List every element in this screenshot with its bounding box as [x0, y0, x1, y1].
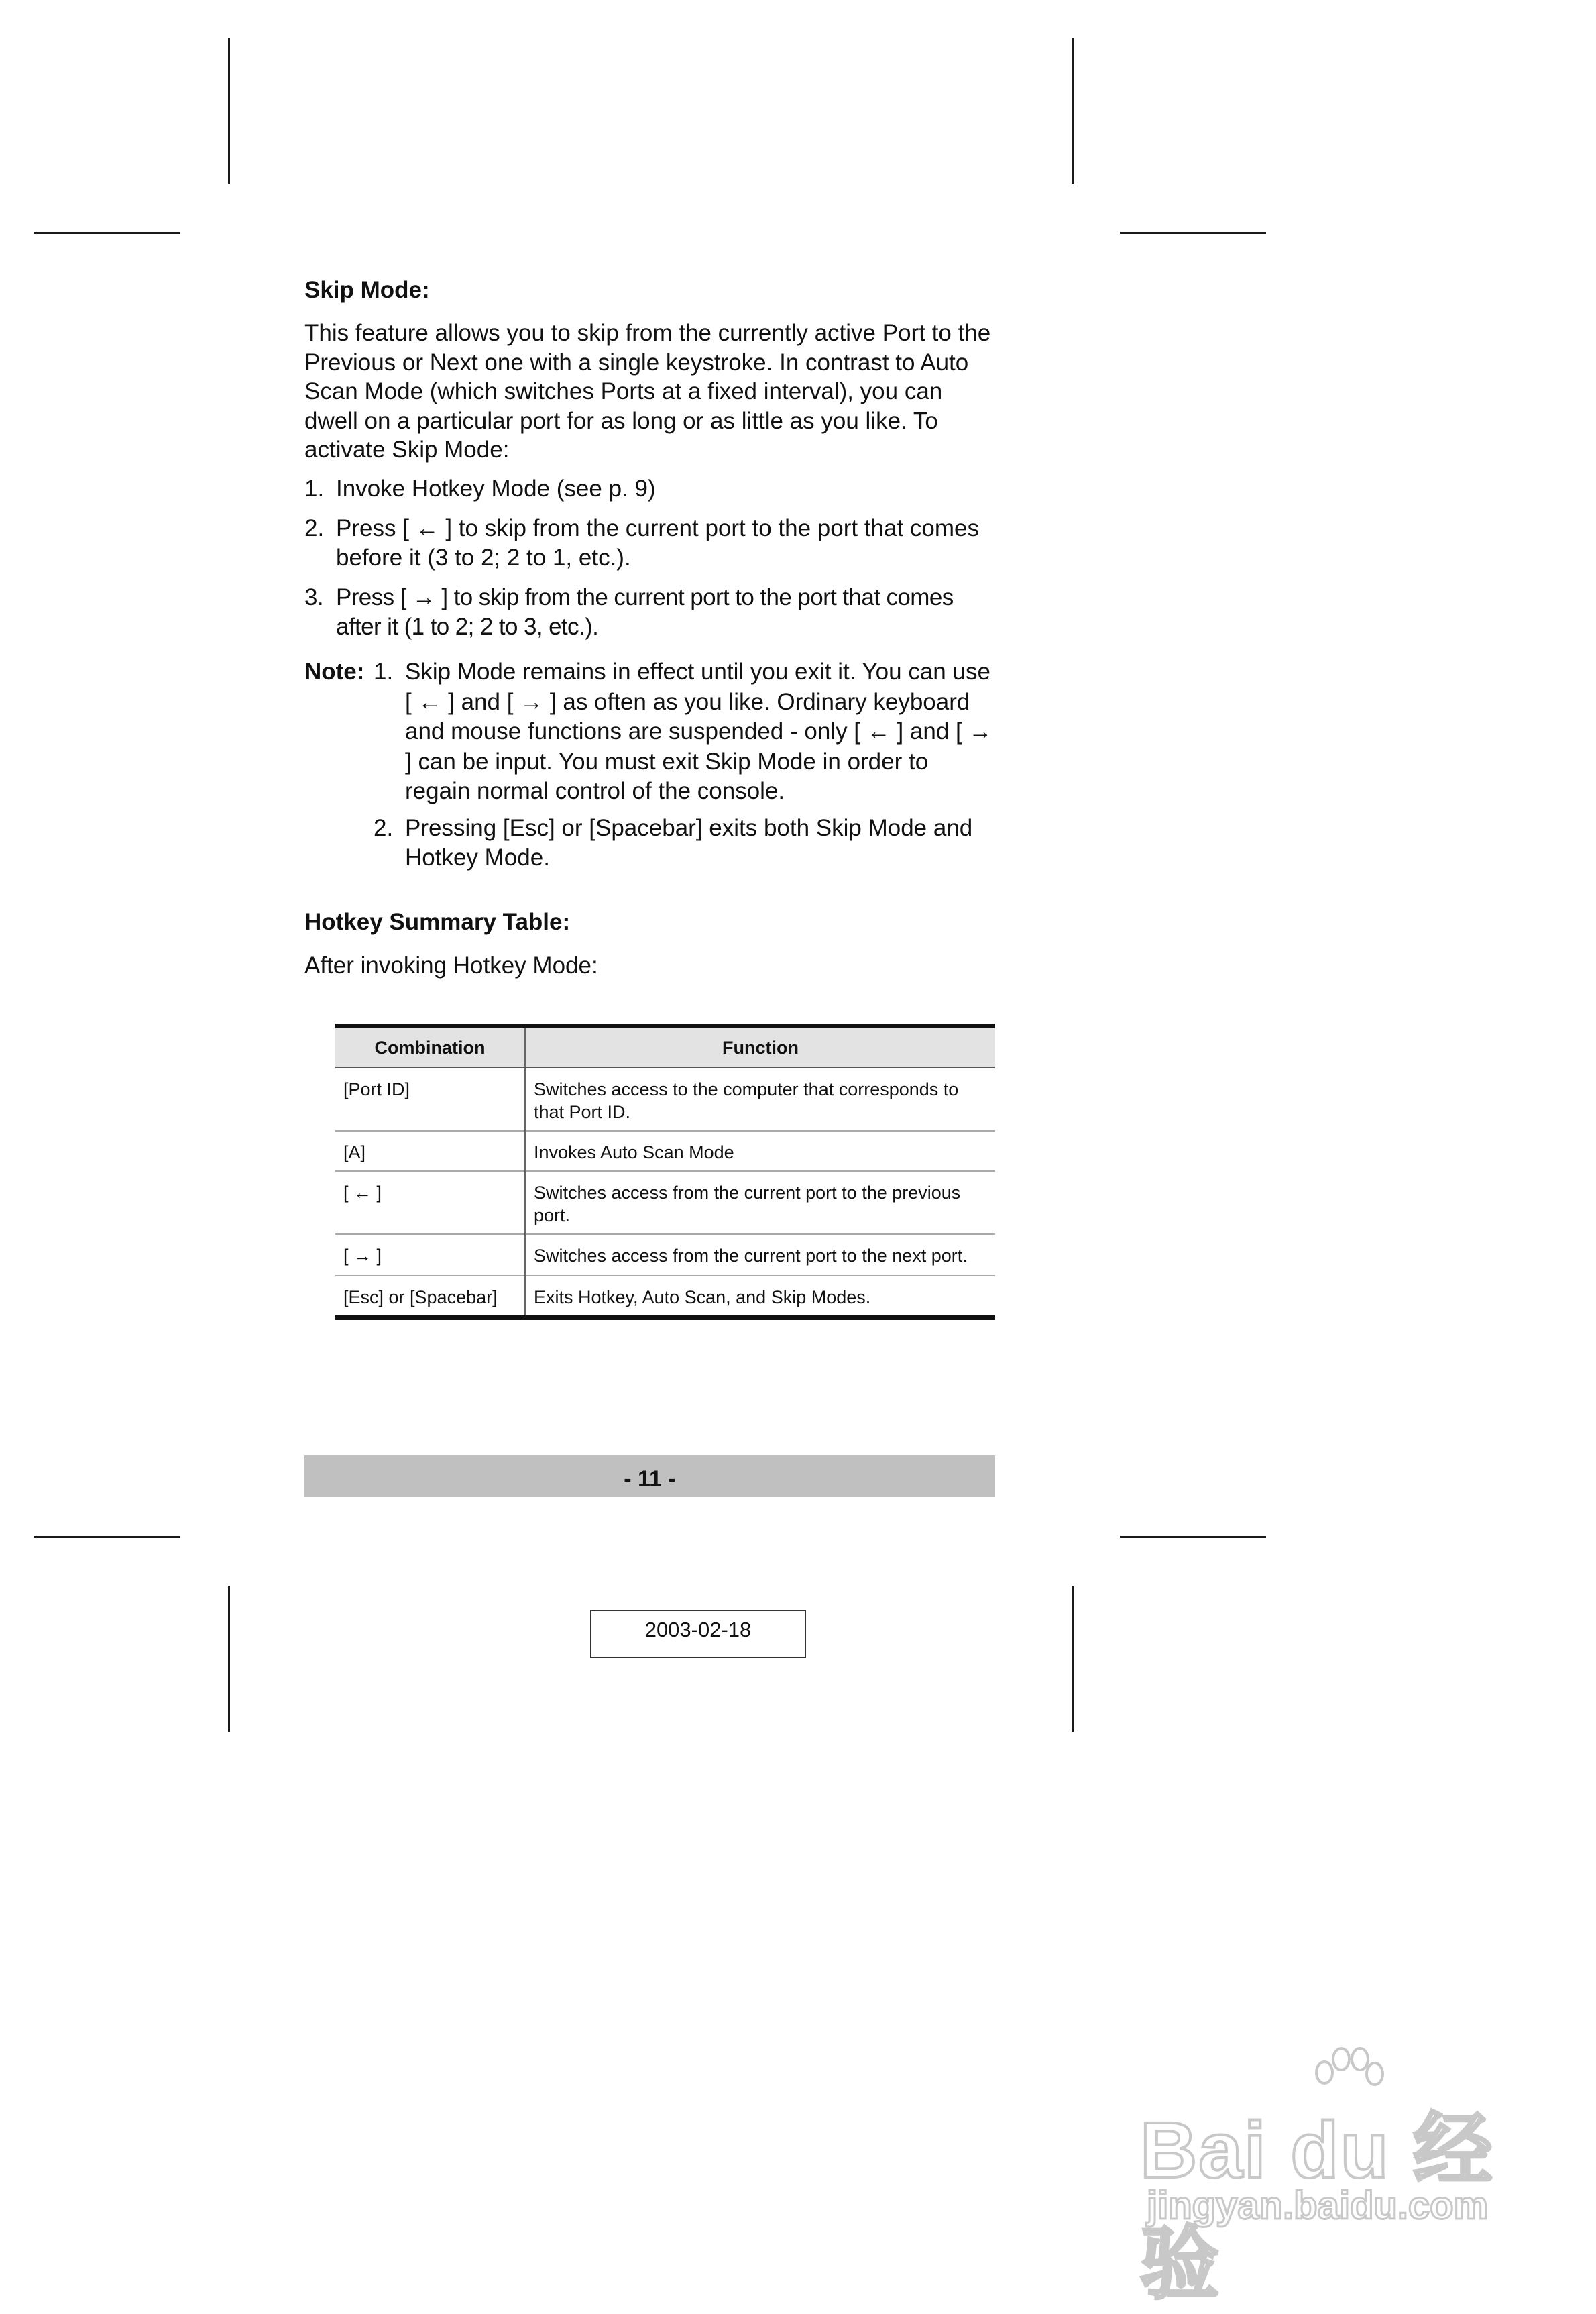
crop-mark-top-right-horizontal — [1120, 232, 1266, 234]
table-row: [Esc] or [Spacebar] Exits Hotkey, Auto Scan, and Skip Modes. — [335, 1276, 995, 1318]
hotkey-summary-heading: Hotkey Summary Table: — [304, 908, 571, 935]
list-item: 3. Press [ → ] to skip from the current port to the port that comes after it (1 to 2; 2 to 3, etc.). — [304, 584, 954, 640]
table-row: [ → ] Switches access from the current port to the next port. — [335, 1234, 995, 1276]
table-header-row — [335, 1026, 995, 1068]
table-row: [ ← ] Switches access from the current port to the previous port. — [335, 1171, 995, 1234]
crop-mark-top-left-vertical — [228, 38, 230, 184]
skip-mode-heading: Skip Mode: — [304, 277, 430, 303]
crop-mark-top-right-vertical — [1072, 38, 1074, 184]
watermark-brand: Bai du 经验 — [1140, 2106, 1494, 2309]
note-block — [304, 657, 995, 873]
column-header-combination: Combination — [335, 1026, 525, 1068]
note-label: Note: — [304, 659, 365, 685]
table-row: [A] Invokes Auto Scan Mode — [335, 1131, 995, 1171]
document-content — [304, 268, 995, 980]
skip-mode-steps — [304, 474, 995, 642]
hotkey-summary-intro: After invoking Hotkey Mode: — [304, 952, 598, 979]
note-item: 2. Pressing [Esc] or [Spacebar] exits both Skip Mode and Hotkey Mode. — [374, 814, 973, 871]
hotkey-summary-table — [335, 1024, 995, 1320]
list-item: 2. Press [ ← ] to skip from the current port to the port that comes before it (3 to 2; 2 to 1, etc.). — [304, 515, 979, 571]
note-item: Note: 1. Skip Mode remains in effect until you exit it. You can use [ ← ] and [ → ] as often as you like. Ordinary keyboard and mouse functions are suspended - only [ ← ] and [ → ] can be input. You must exit Skip Mode in order to regain normal control of the console. — [304, 659, 992, 804]
baidu-watermark — [1140, 2046, 1516, 2309]
crop-mark-bottom-right-horizontal — [1120, 1536, 1266, 1538]
print-date: 2003-02-18 — [644, 1618, 752, 1641]
table-row: [Port ID] Switches access to the computer that corresponds to that Port ID. — [335, 1068, 995, 1131]
watermark-url: jingyan.baidu.com — [1147, 2184, 1489, 2227]
page-number: - 11 - — [624, 1466, 676, 1492]
column-header-function: Function — [525, 1026, 995, 1068]
crop-mark-bottom-right-vertical — [1072, 1586, 1074, 1732]
page-number-bar — [304, 1455, 995, 1497]
print-date-box — [590, 1610, 806, 1658]
crop-mark-top-left-horizontal — [34, 232, 180, 234]
crop-mark-bottom-left-horizontal — [34, 1536, 180, 1538]
crop-mark-bottom-left-vertical — [228, 1586, 230, 1732]
list-item: 1. Invoke Hotkey Mode (see p. 9) — [304, 475, 656, 502]
skip-mode-intro: This feature allows you to skip from the currently active Port to the Previous or Next one with a single keystroke. In contrast to Auto Scan Mode (which switches Ports at a fixed interval), you can dwell on a particular port for as long or as little as you like. To activate Skip Mode: — [304, 320, 991, 463]
